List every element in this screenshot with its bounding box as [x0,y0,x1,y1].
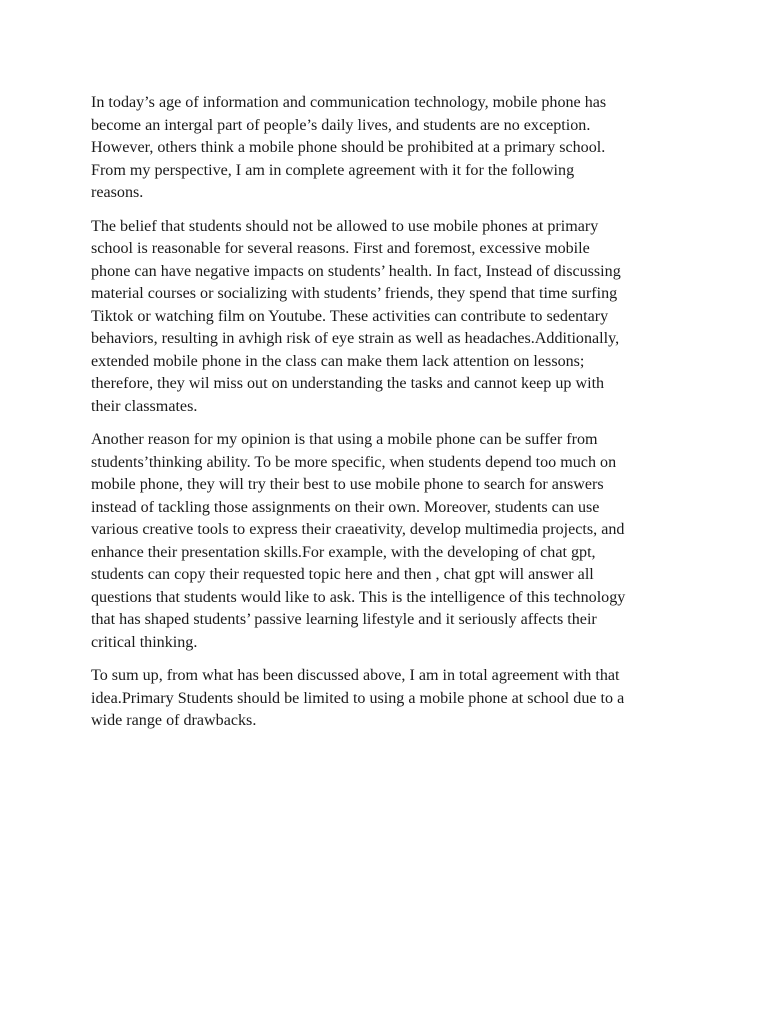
paragraph-body-health: The belief that students should not be allowed to use mobile phones at primary school is reasonable for several reasons. First and foremost, excessive mobile phone can have negative impacts on students’ health. In fact, Instead of discussing material courses or socializing with students’ friends, they spend that time surfing Tiktok or watching film on Youtube. These activities can contribute to sedentary behaviors, resulting in avhigh risk of eye strain as well as headaches.Additionally, extended mobile phone in the class can make them lack attention on lessons; therefore, they wil miss out on understanding the tasks and cannot keep up with their classmates. [91,217,621,415]
paragraph-conclusion: To sum up, from what has been discussed above, I am in total agreement with that idea.Primary Students should be limited to using a mobile phone at school due to a wide range of drawbacks. [91,667,625,729]
document-body [91,92,681,744]
paragraph-body-thinking: Another reason for my opinion is that using a mobile phone can be suffer from students’thinking ability. To be more specific, when students depend too much on mobile phone, they will try their best to use mobile phone to search for answers instead of tackling those assignments on their own. Moreover, students can use various creative tools to express their craeativity, develop multimedia projects, and enhance their presentation skills.For example, with the developing of chat gpt, students can copy their requested topic here and then , chat gpt will answer all questions that students would like to ask. This is the intelligence of this technology that has shaped students’ passive learning lifestyle and it seriously affects their critical thinking. [91,431,626,651]
paragraph-introduction: In today’s age of information and communication technology, mobile phone has become an intergal part of people’s daily lives, and students are no exception. However, others think a mobile phone should be prohibited at a primary school. From my perspective, I am in complete agreement with it for the following reasons. [91,94,607,201]
